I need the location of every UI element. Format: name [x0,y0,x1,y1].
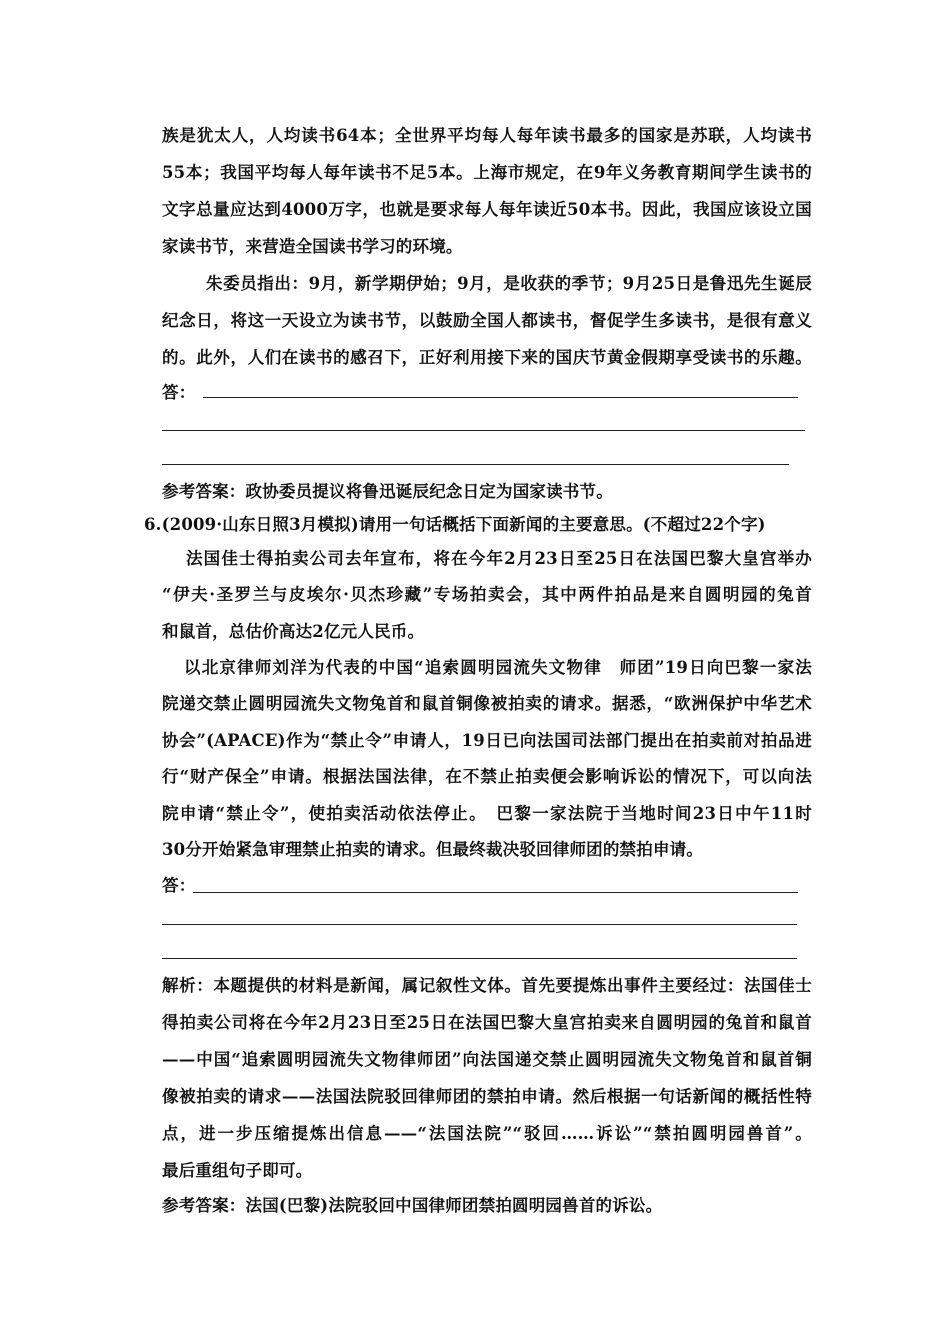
paragraph-line: 协会”(APACE)作为“禁止令”申请人，19日已向法国司法部门提出在拍卖前对拍品进 [162,731,812,750]
analysis-line: 得拍卖公司将在今年2月23日至25日在法国巴黎大皇宫拍卖来自圆明园的兔首和鼠首 [162,1013,812,1032]
paragraph-line: 院递交禁止圆明园流失文物兔首和鼠首铜像被拍卖的请求。据悉，“欧洲保护中华艺术 [162,694,812,713]
answer-blank-line [162,430,805,431]
analysis-line: 最后重组句子即可。 [162,1161,313,1180]
reference-answer: 参考答案：法国(巴黎)法院驳回中国律师团禁拍圆明园兽首的诉讼。 [162,1196,663,1215]
paragraph-line: 族是犹太人，人均读书64本；全世界平均每人每年读书最多的国家是苏联，人均读书 [162,126,812,145]
paragraph-line: 纪念日，将这一天设立为读书节，以鼓励全国人都读书，督促学生多读书，是很有意义 [162,311,812,330]
paragraph-line: 法国佳士得拍卖公司去年宣布，将在今年2月23日至25日在法国巴黎大皇宫举办 [186,549,812,568]
paragraph-line: 的。此外，人们在读书的感召下，正好利用接下来的国庆节黄金假期享受读书的乐趣。 [162,348,812,367]
paragraph-line: 院申请“禁止令”，使拍卖活动依法停止。 巴黎一家法院于当地时间23日中午11时 [162,804,812,823]
answer-blank-line [193,892,798,893]
answer-label: 答： [162,876,196,895]
paragraph-line: 家读书节，来营造全国读书学习的环境。 [162,237,463,256]
answer-blank-line [203,397,798,398]
paragraph-line: 30分开始紧急审理禁止拍卖的请求。但最终裁决驳回律师团的禁拍申请。 [162,840,704,859]
paragraph-line: 55本；我国平均每人每年读书不足5本。上海市规定，在9年义务教育期间学生读书的 [162,163,812,182]
analysis-line: ——中国“追索圆明园流失文物律师团”向法国递交禁止圆明园流失文物兔首和鼠首铜 [162,1050,812,1069]
question-title: 6.(2009·山东日照3月模拟)请用一句话概括下面新闻的主要意思。(不超过22个字) [144,515,766,534]
paragraph-line: 和鼠首，总估价高达2亿元人民币。 [162,622,425,641]
answer-blank-line [162,924,797,925]
answer-label: 答： [162,383,196,402]
answer-blank-line [162,464,789,465]
answer-blank-line [162,958,797,959]
analysis-line: 像被拍卖的请求——法国法院驳回律师团的禁拍申请。然后根据一句话新闻的概括性特 [162,1087,812,1106]
analysis-line: 点，进一步压缩提炼出信息——“法国法院”“驳回……诉讼”“禁拍圆明园兽首”。 [162,1124,812,1143]
analysis-line: 解析：本题提供的材料是新闻，属记叙性文体。首先要提炼出事件主要经过：法国佳士 [162,976,812,995]
paragraph-line: “伊夫·圣罗兰与皮埃尔·贝杰珍藏”专场拍卖会，其中两件拍品是来自圆明园的兔首 [162,585,812,604]
paragraph-line: 文字总量应达到4000万字，也就是要求每人每年读近50本书。因此，我国应该设立国 [162,200,812,219]
reference-answer: 参考答案：政协委员提议将鲁迅诞辰纪念日定为国家读书节。 [162,482,613,501]
paragraph-line: 朱委员指出：9月，新学期伊始；9月，是收获的季节；9月25日是鲁迅先生诞辰 [206,274,812,293]
paragraph-line: 以北京律师刘洋为代表的中国“追索圆明园流失文物律 师团”19日向巴黎一家法 [184,658,812,677]
paragraph-line: 行“财产保全”申请。根据法国法律，在不禁止拍卖便会影响诉讼的情况下，可以向法 [162,767,812,786]
